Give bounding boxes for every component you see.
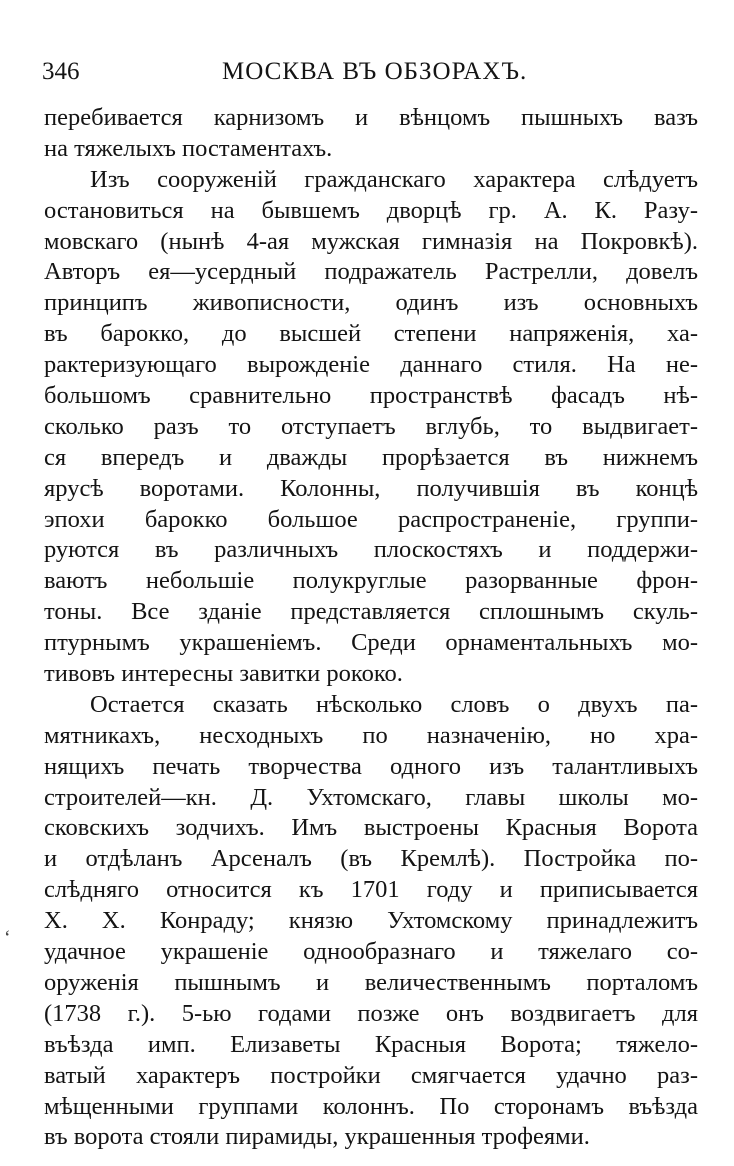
text-line: рактеризующаго вырожденіе даннаго стиля. На не- (44, 351, 698, 379)
text-line: оруженія пышнымъ и величественнымъ порталомъ (44, 968, 698, 996)
text-line: на тяжелыхъ постаментахъ. (44, 134, 333, 162)
text-line: тоны. Все зданіе представляется сплошнымъ скуль- (44, 598, 698, 626)
text-line: ярусѣ воротами. Колонны, получившія въ концѣ (44, 474, 698, 502)
page-number: 346 (42, 58, 80, 85)
text-line: слѣдняго относится къ 1701 году и приписывается (44, 876, 698, 904)
text-line: Остается сказать нѣсколько словъ о двухъ па- (90, 690, 698, 718)
text-line: въ барокко, до высшей степени напряженія, ха- (44, 320, 698, 348)
paragraph (44, 165, 698, 690)
paragraph (44, 103, 698, 165)
margin-ink-mark: ʻ (4, 927, 11, 949)
text-line: X. X. Конраду; князю Ухтомскому принадлежитъ (44, 907, 698, 935)
text-line: перебивается карнизомъ и вѣнцомъ пышныхъ вазъ (44, 104, 698, 131)
text-line: (1738 г.). 5-ью годами позже онъ воздвигаетъ для (44, 999, 698, 1027)
text-line: ватый характеръ постройки смягчается удачно раз- (44, 1061, 698, 1089)
text-line: большомъ сравнительно пространствѣ фасадъ нѣ- (44, 382, 698, 410)
text-line: мовскаго (нынѣ 4-ая мужская гимназія на Покровкѣ). (44, 227, 698, 255)
text-line: мятникахъ, несходныхъ по назначенію, но хра- (44, 721, 698, 749)
text-line: въѣзда имп. Елизаветы Красныя Ворота; тяжело- (44, 1030, 698, 1058)
text-line: принципъ живописности, одинъ изъ основныхъ (44, 289, 698, 317)
text-line: Авторъ ея—усердный подражатель Растрелли, довелъ (44, 258, 698, 286)
text-line: строителей—кн. Д. Ухтомскаго, главы школы мо- (44, 783, 698, 811)
text-line: птурнымъ украшеніемъ. Среди орнаментальныхъ мо- (44, 629, 698, 657)
text-line: ся впередъ и дважды прорѣзается въ нижнемъ (44, 443, 698, 471)
text-line: и отдѣланъ Арсеналъ (въ Кремлѣ). Постройка по- (44, 845, 698, 873)
page-header (42, 52, 702, 92)
body-text (44, 103, 698, 1153)
paragraph (44, 690, 698, 1153)
text-line: Изъ сооруженій гражданскаго характера слѣдуетъ (90, 165, 698, 193)
text-line: нящихъ печать творчества одного изъ талантливыхъ (44, 752, 698, 780)
text-line: руются въ различныхъ плоскостяхъ и поддержи- (44, 536, 698, 564)
text-line: ваютъ небольшіе полукруглые разорванные фрон- (44, 567, 698, 595)
text-line: эпохи барокко большое распространеніе, группи- (44, 505, 698, 533)
text-line: сковскихъ зодчихъ. Имъ выстроены Красныя Ворота (44, 814, 698, 842)
text-line: мѣщенными группами колоннъ. По сторонамъ въѣзда (44, 1092, 698, 1120)
text-line: удачное украшеніе однообразнаго и тяжелаго со- (44, 938, 698, 966)
running-title: МОСКВА ВЪ ОБЗОРАХЪ. (222, 58, 528, 85)
text-line: тивовъ интересны завитки рококо. (44, 660, 403, 688)
text-line: въ ворота стояли пирамиды, украшенныя трофеями. (44, 1123, 590, 1151)
text-line: остановиться на бывшемъ дворцѣ гр. А. К. Разу- (44, 196, 698, 224)
text-line: сколько разъ то отступаетъ вглубь, то выдвигает- (44, 412, 698, 440)
